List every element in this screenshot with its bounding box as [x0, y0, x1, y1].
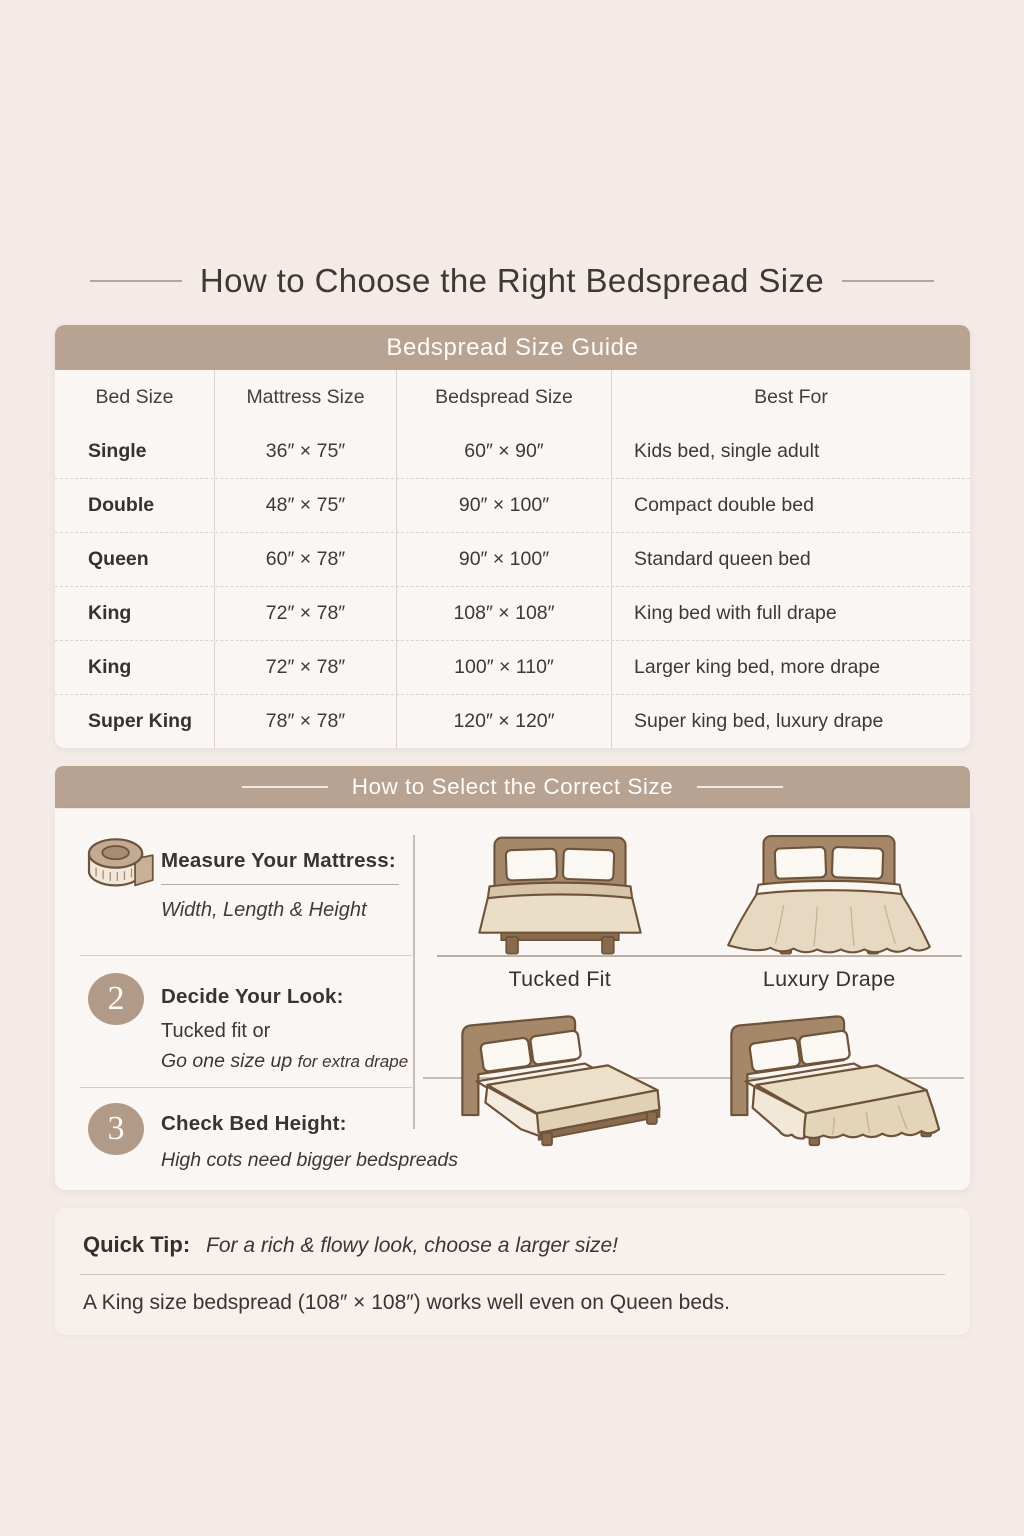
mattress-size-value: 48″ × 75″	[214, 479, 396, 532]
step-3-subtitle: High cots need bigger bedspreads	[161, 1149, 459, 1171]
quick-tip-text: For a rich & flowy look, choose a larger size!	[206, 1234, 619, 1257]
bedspread-size-value: 108″ × 108″	[396, 587, 611, 640]
tucked-perspective-figure	[425, 1005, 695, 1147]
bed-size-value: Single	[88, 440, 147, 462]
step-2-line-2-main: Go one size up	[161, 1050, 298, 1072]
mattress-size-value: 72″ × 78″	[214, 587, 396, 640]
bedspread-size-value: 90″ × 100″	[396, 533, 611, 586]
step-divider-2	[80, 1087, 412, 1088]
best-for-value: Compact double bed	[611, 479, 970, 532]
step-2-badge: 2	[88, 973, 144, 1025]
step-divider-1	[80, 955, 412, 956]
mattress-size-value: 72″ × 78″	[214, 641, 396, 694]
luxury-drape-figure	[695, 829, 965, 957]
bed-size-value: King	[88, 656, 132, 678]
select-size-section-header	[55, 766, 970, 808]
front-view-beds-row	[425, 829, 964, 957]
bed-size-value: Double	[88, 494, 155, 516]
bed-size-value: Super King	[88, 710, 193, 732]
mattress-size-value: 36″ × 75″	[214, 425, 396, 478]
best-for-value: Kids bed, single adult	[611, 425, 970, 478]
column-header-mattress-size: Mattress Size	[214, 370, 396, 425]
column-header-bed-size: Bed Size	[95, 386, 174, 408]
bedspread-size-value: 120″ × 120″	[396, 695, 611, 748]
bed-illustrations-area	[417, 809, 970, 1190]
step-2-line-2-suffix: for extra drape	[297, 1052, 409, 1071]
size-guide-table	[55, 325, 970, 748]
column-header-bedspread-size: Bedspread Size	[396, 370, 611, 425]
page-title: How to Choose the Right Bedspread Size	[199, 262, 825, 299]
table-row-super-king	[55, 694, 970, 748]
select-size-card	[55, 809, 970, 1190]
table-row-single	[55, 425, 970, 478]
tucked-fit-figure	[425, 829, 695, 957]
table-row-queen	[55, 532, 970, 586]
table-row-king-full-drape	[55, 586, 970, 640]
select-size-title: How to Select the Correct Size	[351, 774, 674, 799]
step-1-title: Measure Your Mattress:	[161, 849, 399, 885]
column-header-best-for: Best For	[611, 370, 970, 425]
bedspread-size-value: 60″ × 90″	[396, 425, 611, 478]
measuring-tape-icon	[79, 834, 161, 896]
size-guide-table-header: Bedspread Size Guide	[55, 325, 970, 370]
bed-drape-perspective-illustration	[703, 1005, 955, 1147]
bed-size-value: Queen	[88, 548, 149, 570]
column-divider	[413, 835, 415, 1129]
step-3-badge: 3	[88, 1103, 144, 1155]
best-for-value: Larger king bed, more drape	[611, 641, 970, 694]
mattress-size-value: 60″ × 78″	[214, 533, 396, 586]
luxury-drape-label: Luxury Drape	[762, 967, 896, 991]
tucked-fit-bed-illustration	[440, 831, 680, 957]
quick-tip-line	[55, 1208, 970, 1258]
bed-tucked-perspective-illustration	[434, 1005, 686, 1147]
step-3-title: Check Bed Height:	[161, 1112, 347, 1135]
drape-perspective-figure	[695, 1005, 965, 1147]
bedspread-size-value: 100″ × 110″	[396, 641, 611, 694]
table-row-double	[55, 478, 970, 532]
quick-tip-label: Quick Tip:	[83, 1232, 191, 1257]
quick-tip-card	[55, 1208, 970, 1335]
best-for-value: Super king bed, luxury drape	[611, 695, 970, 748]
table-row-king-more-drape	[55, 640, 970, 694]
quick-tip-note: A King size bedspread (108″ × 108″) works well even on Queen beds.	[83, 1291, 731, 1314]
step-1-subtitle: Width, Length & Height	[161, 899, 367, 921]
step-2-line-2	[161, 1050, 408, 1073]
perspective-beds-row	[425, 1005, 964, 1147]
luxury-drape-bed-illustration	[701, 831, 957, 957]
mattress-size-value: 78″ × 78″	[214, 695, 396, 748]
step-2-line-1: Tucked fit or	[161, 1020, 271, 1042]
title-left-rule	[90, 280, 182, 282]
bed-captions-row	[425, 967, 964, 992]
page-title-row	[0, 262, 1024, 300]
header-left-rule	[242, 786, 328, 788]
tucked-fit-label: Tucked Fit	[508, 967, 612, 991]
best-for-value: Standard queen bed	[611, 533, 970, 586]
header-right-rule	[697, 786, 783, 788]
step-2-title: Decide Your Look:	[161, 985, 344, 1008]
bed-size-value: King	[88, 602, 132, 624]
size-guide-column-header-row	[55, 370, 970, 425]
bedspread-size-value: 90″ × 100″	[396, 479, 611, 532]
title-right-rule	[842, 280, 934, 282]
best-for-value: King bed with full drape	[611, 587, 970, 640]
